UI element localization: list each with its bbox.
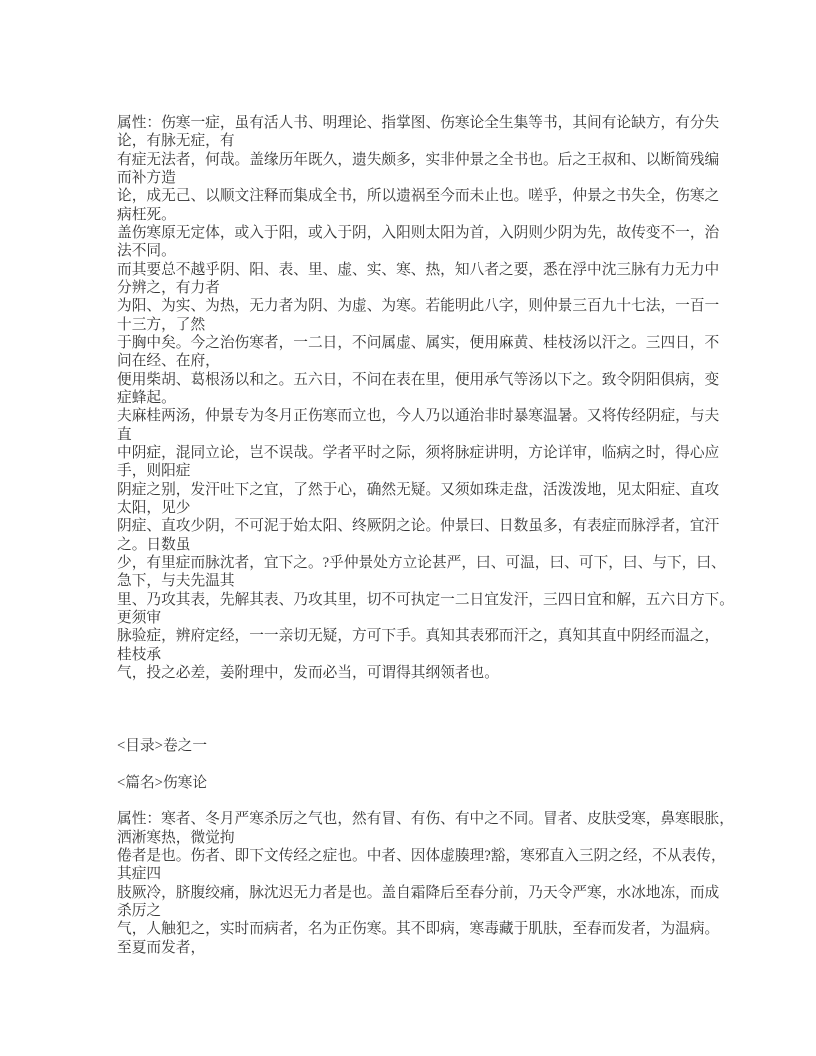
- text-line: 手，则阳症: [117, 463, 191, 480]
- text-line: [117, 701, 777, 719]
- text-line: 便用柴胡、葛根汤以和之。五六日，不问在表在里，便用承气等汤以下之。致令阴阳俱病，变: [117, 371, 720, 388]
- text-line: 论，有脉无症，有: [117, 133, 235, 150]
- text-line: <篇名>伤寒论: [117, 774, 208, 791]
- document-text-body: [117, 114, 777, 957]
- text-line: [117, 792, 777, 810]
- text-line: 于胸中矣。今之治伤寒者，一二日，不问属虚、属实，便用麻黄、桂枝汤以汗之。三四日，不: [117, 334, 720, 351]
- text-line: 中阴症，混同立论，岂不误哉。学者平时之际，须将脉症讲明，方论详审，临病之时，得心应: [117, 444, 720, 461]
- text-line: 直: [117, 426, 132, 443]
- text-line: 桂枝承: [117, 646, 162, 663]
- text-line: 论，成无己、以顺文注释而集成全书，所以遗祸至今而未止也。嗟乎，仲景之书失全，伤寒之: [117, 188, 720, 205]
- text-line: 病枉死。: [117, 206, 176, 223]
- text-line: 之。日数虽: [117, 536, 191, 553]
- text-line: 气，投之必差，姜附理中，发而必当，可谓得其纲领者也。: [117, 664, 499, 681]
- text-line: 洒淅寒热，微觉拘: [117, 829, 235, 846]
- text-line: 问在经、在府，: [117, 353, 220, 370]
- text-line: 属性：寒者、冬月严寒杀厉之气也，然有冒、有伤、有中之不同。冒者、皮肤受寒，鼻寒眼胀，: [117, 811, 734, 828]
- document-page: [117, 114, 777, 957]
- text-line: 夫麻桂两汤，仲景专为冬月正伤寒而立也，今人乃以通治非时暴寒温暑。又将传经阴症，与夫: [117, 408, 720, 425]
- text-line: 而补方造: [117, 169, 176, 186]
- text-line: 气，人触犯之，实时而病者，名为正伤寒。其不即病，寒毒藏于肌肤，至春而发者，为温病。: [117, 921, 720, 938]
- text-line: 属性：伤寒一症，虽有活人书、明理论、指掌图、伤寒论全生集等书，其间有论缺方，有分失: [117, 115, 720, 131]
- text-line: 阴症、直攻少阴，不可泥于始太阳、终厥阴之论。仲景曰、日数虽多，有表症而脉浮者，宜汗: [117, 518, 720, 535]
- text-line: 脉验症，辨府定经，一一亲切无疑，方可下手。真知其表邪而汗之，真知其直中阴经而温之，: [117, 628, 720, 645]
- text-line: 分辨之，有力者: [117, 279, 220, 296]
- text-line: 而其要总不越乎阴、阳、表、里、虚、实、寒、热，知八者之要，悉在浮中沈三脉有力无力中: [117, 261, 720, 278]
- text-line: 倦者是也。伤者、即下文传经之症也。中者、因体虚腠理?豁，寒邪直入三阴之经，不从表传，: [117, 848, 726, 865]
- text-line: [117, 682, 777, 700]
- text-line: 盖伤寒原无定体，或入于阳，或入于阴，入阳则太阳为首，入阴则少阴为先，故传变不一，治: [117, 224, 720, 241]
- text-line: [117, 755, 777, 773]
- text-line: 十三方，了然: [117, 316, 206, 333]
- text-line: 有症无法者，何哉。盖缘历年既久，遗失颇多，实非仲景之全书也。后之王叔和、以断简残编: [117, 151, 720, 168]
- text-line: 急下，与夫先温其: [117, 573, 235, 590]
- text-line: <目录>卷之一: [117, 738, 208, 755]
- text-line: 太阳，见少: [117, 499, 191, 516]
- text-line: [117, 719, 777, 737]
- text-line: 阴症之别，发汗吐下之宜，了然于心，确然无疑。又须如珠走盘，活泼泼地，见太阳症、直攻: [117, 481, 720, 498]
- text-line: 少，有里症而脉沈者，宜下之。?乎仲景处方立论甚严，曰、可温，曰、可下，曰、与下，曰、: [117, 554, 726, 571]
- text-line: 杀厉之: [117, 903, 162, 920]
- text-line: 里、乃攻其表，先解其表、乃攻其里，切不可执定一二日宜发汗，三四日宜和解，五六日方下。: [117, 591, 734, 608]
- text-line: 更须审: [117, 609, 162, 626]
- text-line: 为阳、为实、为热，无力者为阴、为虚、为寒。若能明此八字，则仲景三百九十七法，一百一: [117, 298, 720, 315]
- text-line: 其症四: [117, 866, 162, 883]
- text-line: 肢厥冷，脐腹绞痛，脉沈迟无力者是也。盖自霜降后至春分前，乃天令严寒，水冰地冻，而成: [117, 884, 720, 901]
- text-line: 法不同。: [117, 243, 176, 260]
- text-line: 症蜂起。: [117, 389, 176, 406]
- text-line: 至夏而发者，: [117, 939, 206, 956]
